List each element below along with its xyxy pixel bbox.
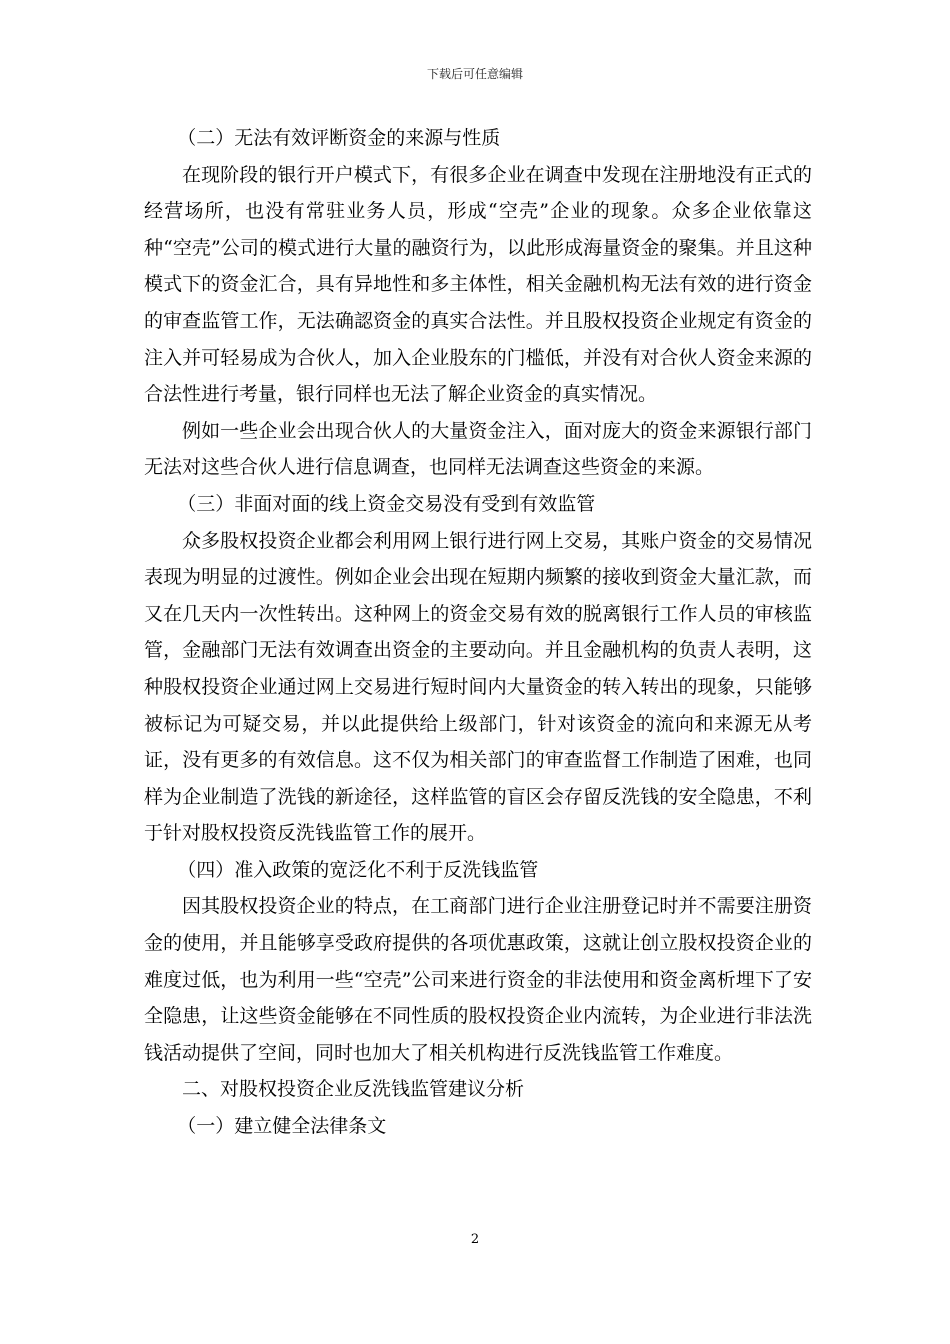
page-number: 2 xyxy=(470,1232,480,1247)
section-heading-2: 二、对股权投资企业反洗钱监管建议分析 xyxy=(182,1078,525,1101)
document-body xyxy=(144,120,812,1145)
subsection-heading-2: （二）无法有效评断资金的来源与性质 xyxy=(177,127,501,149)
body-paragraph: 众多股权投资企业都会利用网上银行进行网上交易，其账户资金的交易情况表现为明显的过渡性。例如企业会出现在短期内频繁的接收到资金大量汇款，而又在几天内一次性转出。这种网上的资金交易有效的脱离银行工作人员的审核监管，金融部门无法有效调查出资金的主要动向。并且金融机构的负责人表明，这种股权投资企业通过网上交易进行短时间内大量资金的转入转出的现象，只能够被标记为可疑交易，并以此提供给上级部门，针对该资金的流向和来源无从考证，没有更多的有效信息。这不仅为相关部门的审查监督工作制造了困难，也同样为企业制造了洗钱的新途径，这样监管的盲区会存留反洗钱的安全隐患，不利于针对股权投资反洗钱监管工作的展开。 xyxy=(144,529,812,845)
body-paragraph: 在现阶段的银行开户模式下，有很多企业在调查中发现在注册地没有正式的经营场所，也没有常驻业务人员，形成“空壳”企业的现象。众多企业依靠这种“空壳”公司的模式进行大量的融资行为，以此形成海量资金的聚集。并且这种模式下的资金汇合，具有异地性和多主体性，相关金融机构无法有效的进行资金的审查监管工作，无法确認资金的真实合法性。并且股权投资企业规定有资金的注入并可轻易成为合伙人，加入企业股东的门槛低，并没有对合伙人资金来源的合法性进行考量，银行同样也无法了解企业资金的真实情况。 xyxy=(144,163,812,406)
subsection-heading-1: （一）建立健全法律条文 xyxy=(177,1115,387,1138)
page-header: 下载后可任意编辑 xyxy=(426,67,523,81)
subsection-heading-4: （四）准入政策的宽泛化不利于反洗钱监管 xyxy=(177,858,539,881)
body-paragraph: 因其股权投资企业的特点，在工商部门进行企业注册登记时并不需要注册资金的使用，并且能够享受政府提供的各项优惠政策，这就让创立股权投资企业的难度过低，也为利用一些“空壳”公司来进行资金的非法使用和资金离析埋下了安全隐患，让这些资金能够在不同性质的股权投资企业内流转，为企业进行非法洗钱活动提供了空间，同时也加大了相关机构进行反洗钱监管工作难度。 xyxy=(144,895,812,1064)
body-paragraph: 例如一些企业会出现合伙人的大量资金注入，面对庞大的资金来源银行部门无法对这些合伙人进行信息调查，也同样无法调查这些资金的来源。 xyxy=(144,419,812,479)
subsection-heading-3: （三）非面对面的线上资金交易没有受到有效监管 xyxy=(177,492,596,515)
